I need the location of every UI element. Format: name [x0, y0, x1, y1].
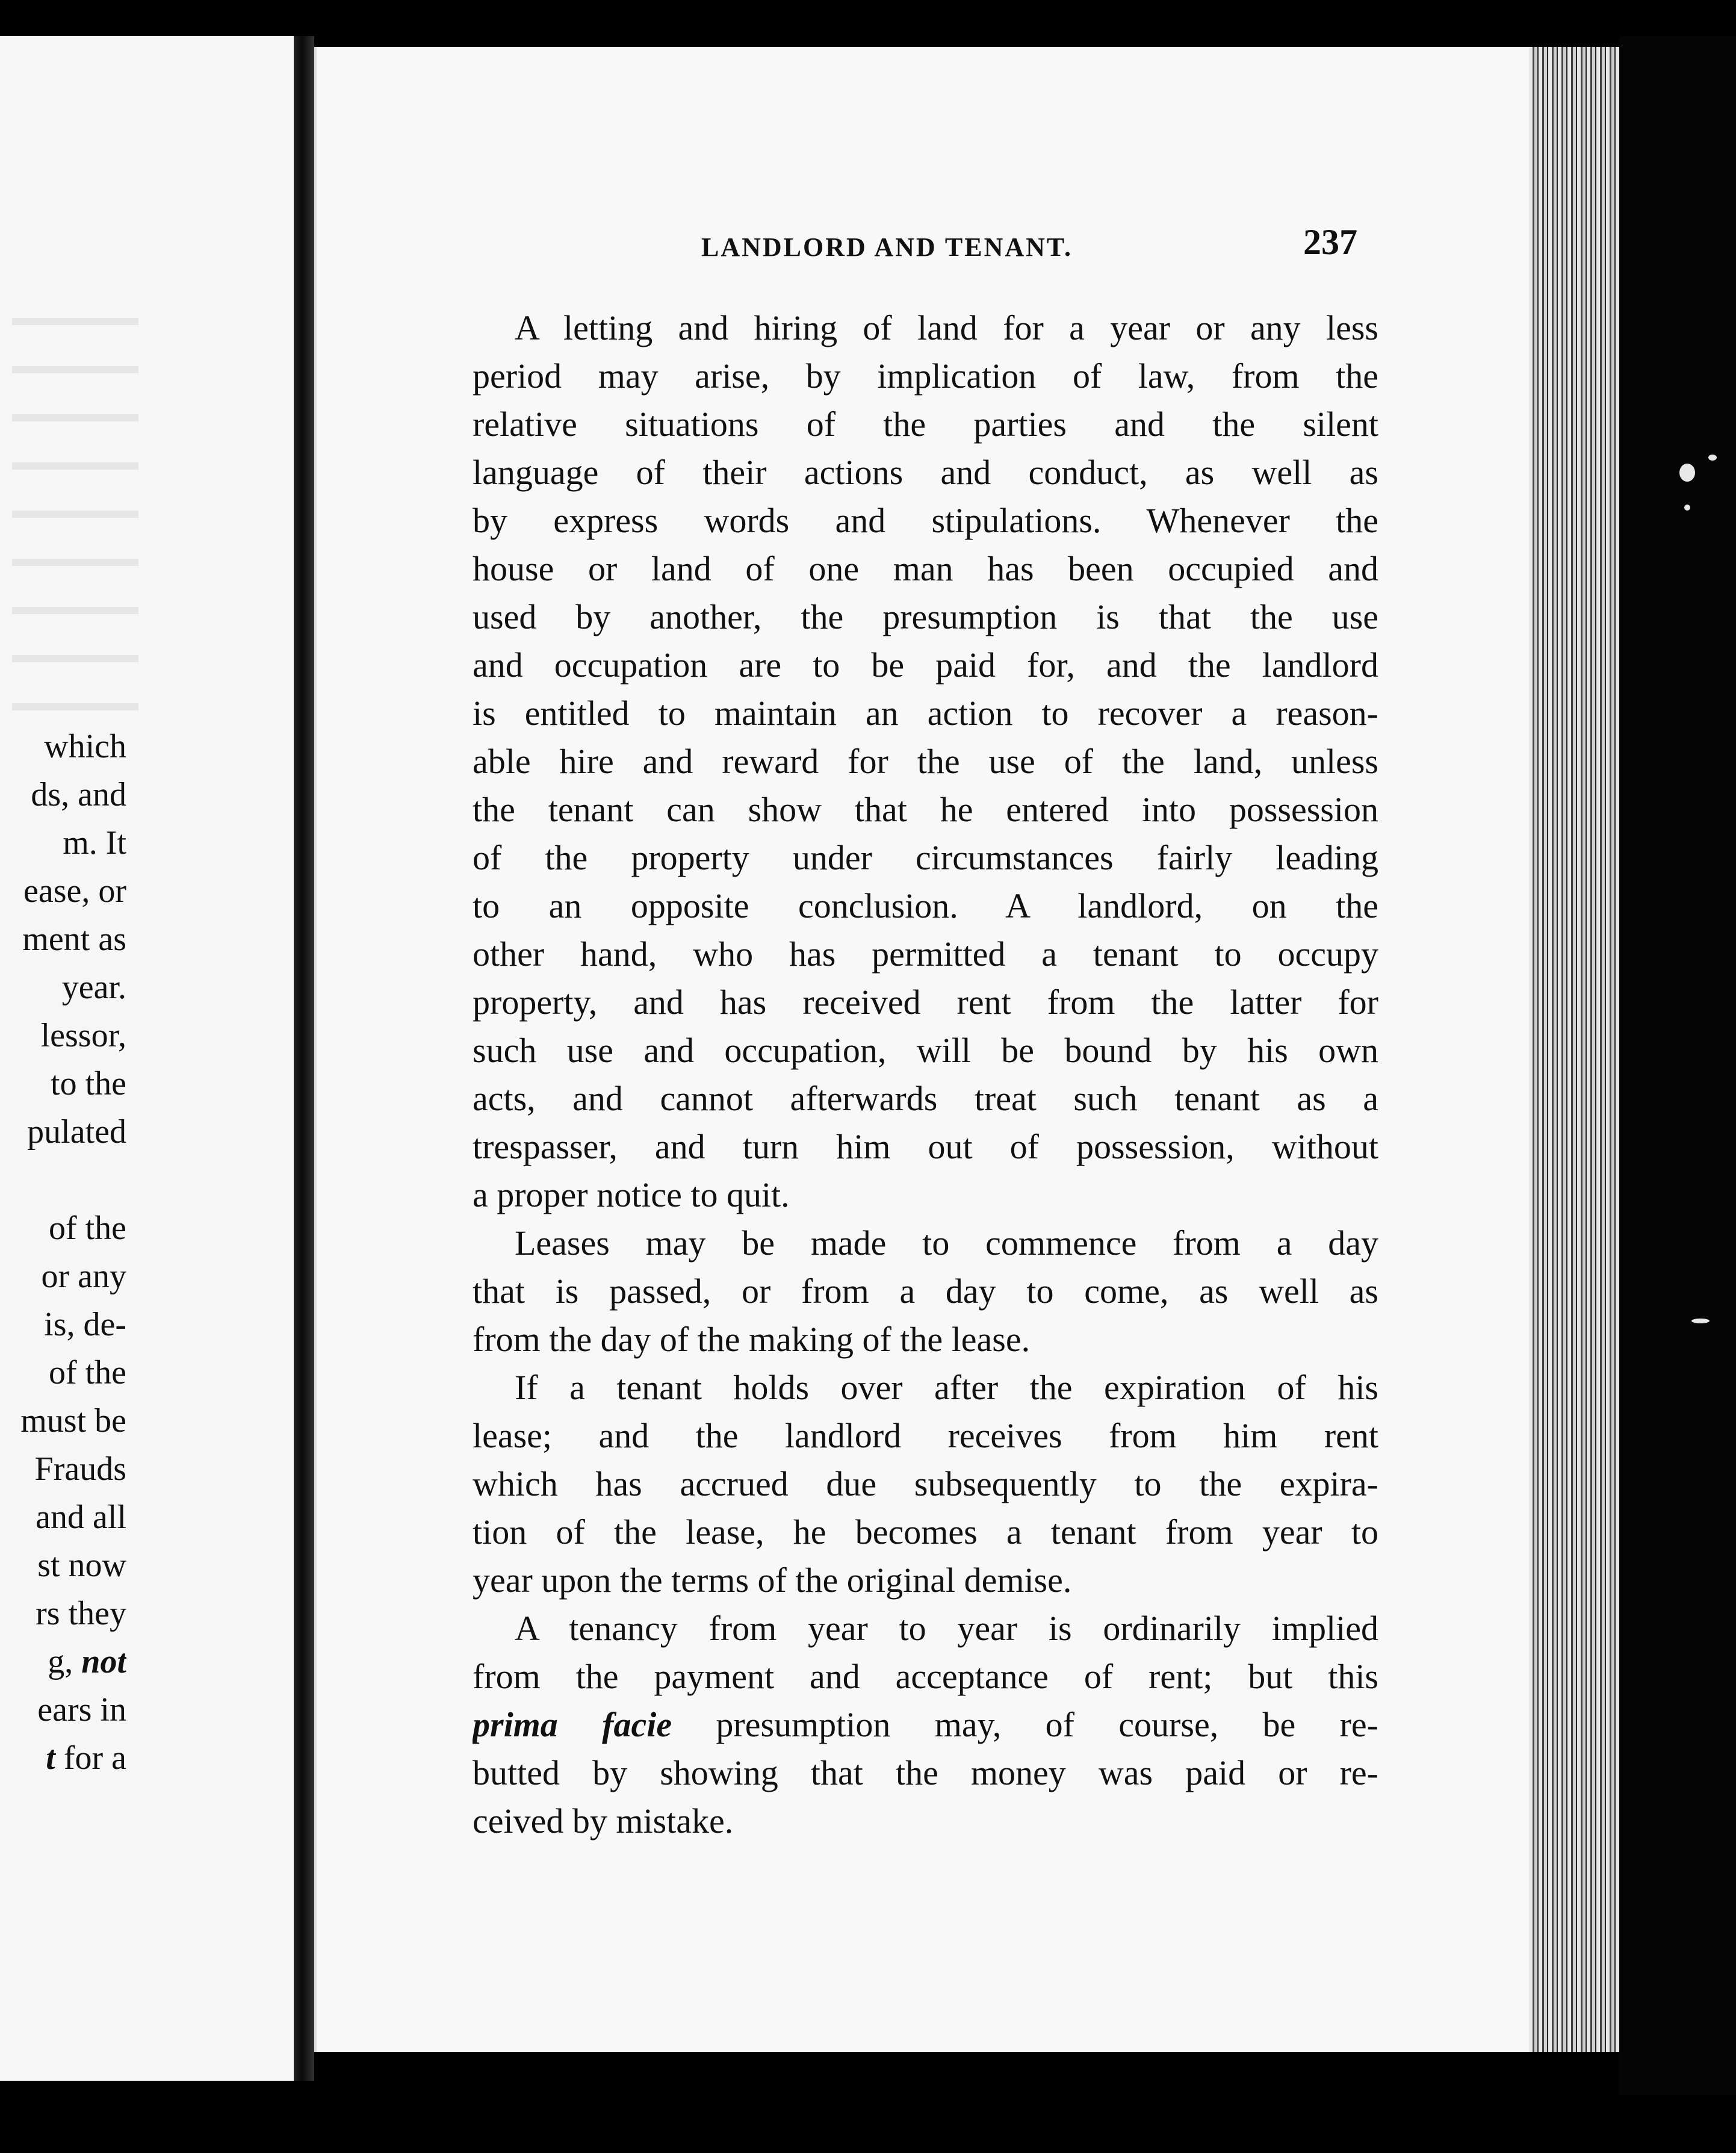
text-line: from the day of the making of the lease.	[473, 1320, 1031, 1359]
left-line: year.	[61, 969, 126, 1006]
left-line-text: g,	[48, 1643, 73, 1680]
left-line: of the	[48, 1354, 126, 1391]
left-line: ears in	[37, 1691, 126, 1729]
left-line: m. It	[63, 824, 126, 862]
text-line: a proper notice to quit.	[473, 1175, 790, 1214]
text-line: A letting and hiring of land for a year or any less	[515, 308, 1378, 347]
left-line: lessor,	[40, 1017, 126, 1054]
left-line: ease, or	[23, 872, 126, 910]
left-line: pulated	[27, 1113, 126, 1151]
text-line: from the payment and acceptance of rent; but this	[473, 1657, 1378, 1696]
text-line: of the property under circumstances fairly leading	[473, 838, 1378, 877]
text-line: trespasser, and turn him out of possession, without	[473, 1127, 1378, 1166]
text-line: the tenant can show that he entered into possession	[473, 790, 1378, 829]
text-line: by express words and stipulations. Whenever the	[473, 501, 1378, 540]
left-line: to the	[51, 1065, 126, 1102]
text-line: house or land of one man has been occupied and	[473, 549, 1378, 588]
left-line: rs they	[36, 1595, 126, 1632]
left-line	[0, 1156, 126, 1204]
left-line: Frauds	[34, 1450, 126, 1488]
left-line	[0, 1638, 126, 1686]
text-line: period may arise, by implication of law, from the	[473, 356, 1378, 396]
text-line: A tenancy from year to year is ordinarily implied	[515, 1609, 1378, 1648]
text-line: relative situations of the parties and the silent	[473, 405, 1378, 444]
dust-speck	[1684, 505, 1690, 511]
body-text	[473, 304, 1378, 1845]
running-head: LANDLORD AND TENANT.	[701, 232, 1073, 262]
page-number: 237	[1303, 222, 1357, 262]
text-line: able hire and reward for the use of the land, unless	[473, 742, 1378, 781]
text-line: language of their actions and conduct, as well as	[473, 453, 1378, 492]
left-line: which	[44, 728, 126, 765]
left-line-text: for a	[63, 1739, 126, 1777]
text-line: year upon the terms of the original demise.	[473, 1561, 1072, 1600]
text-line: tion of the lease, he becomes a tenant from year to	[473, 1512, 1378, 1552]
left-line: ds, and	[31, 776, 126, 813]
left-line: is, de-	[44, 1306, 126, 1343]
text-line: acts, and cannot afterwards treat such tenant as a	[473, 1079, 1378, 1118]
dust-speck	[1708, 455, 1717, 461]
left-line: or any	[41, 1258, 126, 1295]
left-line-italic: t	[46, 1739, 55, 1777]
text-line: other hand, who has permitted a tenant to occupy	[473, 934, 1378, 974]
dust-speck	[1679, 464, 1695, 482]
text-line: butted by showing that the money was paid or re-	[473, 1753, 1378, 1792]
previous-page-line-ends	[0, 722, 126, 1782]
text-line: and occupation are to be paid for, and the landlord	[473, 645, 1378, 685]
italic-phrase: prima facie	[473, 1705, 672, 1744]
left-line: must be	[20, 1402, 126, 1440]
left-line: ment as	[22, 921, 126, 958]
text-line: used by another, the presumption is that the use	[473, 597, 1378, 636]
left-line: of the	[48, 1210, 126, 1247]
text-line: Leases may be made to commence from a day	[515, 1223, 1378, 1263]
book-gutter	[294, 36, 314, 2081]
dust-speck	[1691, 1319, 1710, 1323]
text-fragment: presumption may, of course, be re-	[716, 1705, 1378, 1744]
previous-page-faded-text	[12, 289, 138, 722]
text-line: is entitled to maintain an action to recover a reason-	[473, 694, 1378, 733]
left-line: and all	[36, 1499, 126, 1536]
left-line-italic: not	[81, 1643, 126, 1680]
left-line	[0, 1734, 126, 1782]
text-line: that is passed, or from a day to come, as well as	[473, 1272, 1378, 1311]
book-cover-edge	[1619, 36, 1736, 2095]
text-line: property, and has received rent from the latter for	[473, 983, 1378, 1022]
text-line: which has accrued due subsequently to the expira-	[473, 1464, 1378, 1503]
text-line: ceived by mistake.	[473, 1801, 734, 1841]
page-edge-stack	[1529, 47, 1619, 2052]
text-line: to an opposite conclusion. A landlord, on the	[473, 886, 1378, 925]
left-line: st now	[37, 1547, 126, 1584]
text-line: lease; and the landlord receives from him rent	[473, 1416, 1378, 1455]
text-line-with-italic	[473, 1701, 1378, 1749]
text-line: If a tenant holds over after the expiration of his	[515, 1368, 1378, 1407]
text-line: such use and occupation, will be bound by his own	[473, 1031, 1378, 1070]
